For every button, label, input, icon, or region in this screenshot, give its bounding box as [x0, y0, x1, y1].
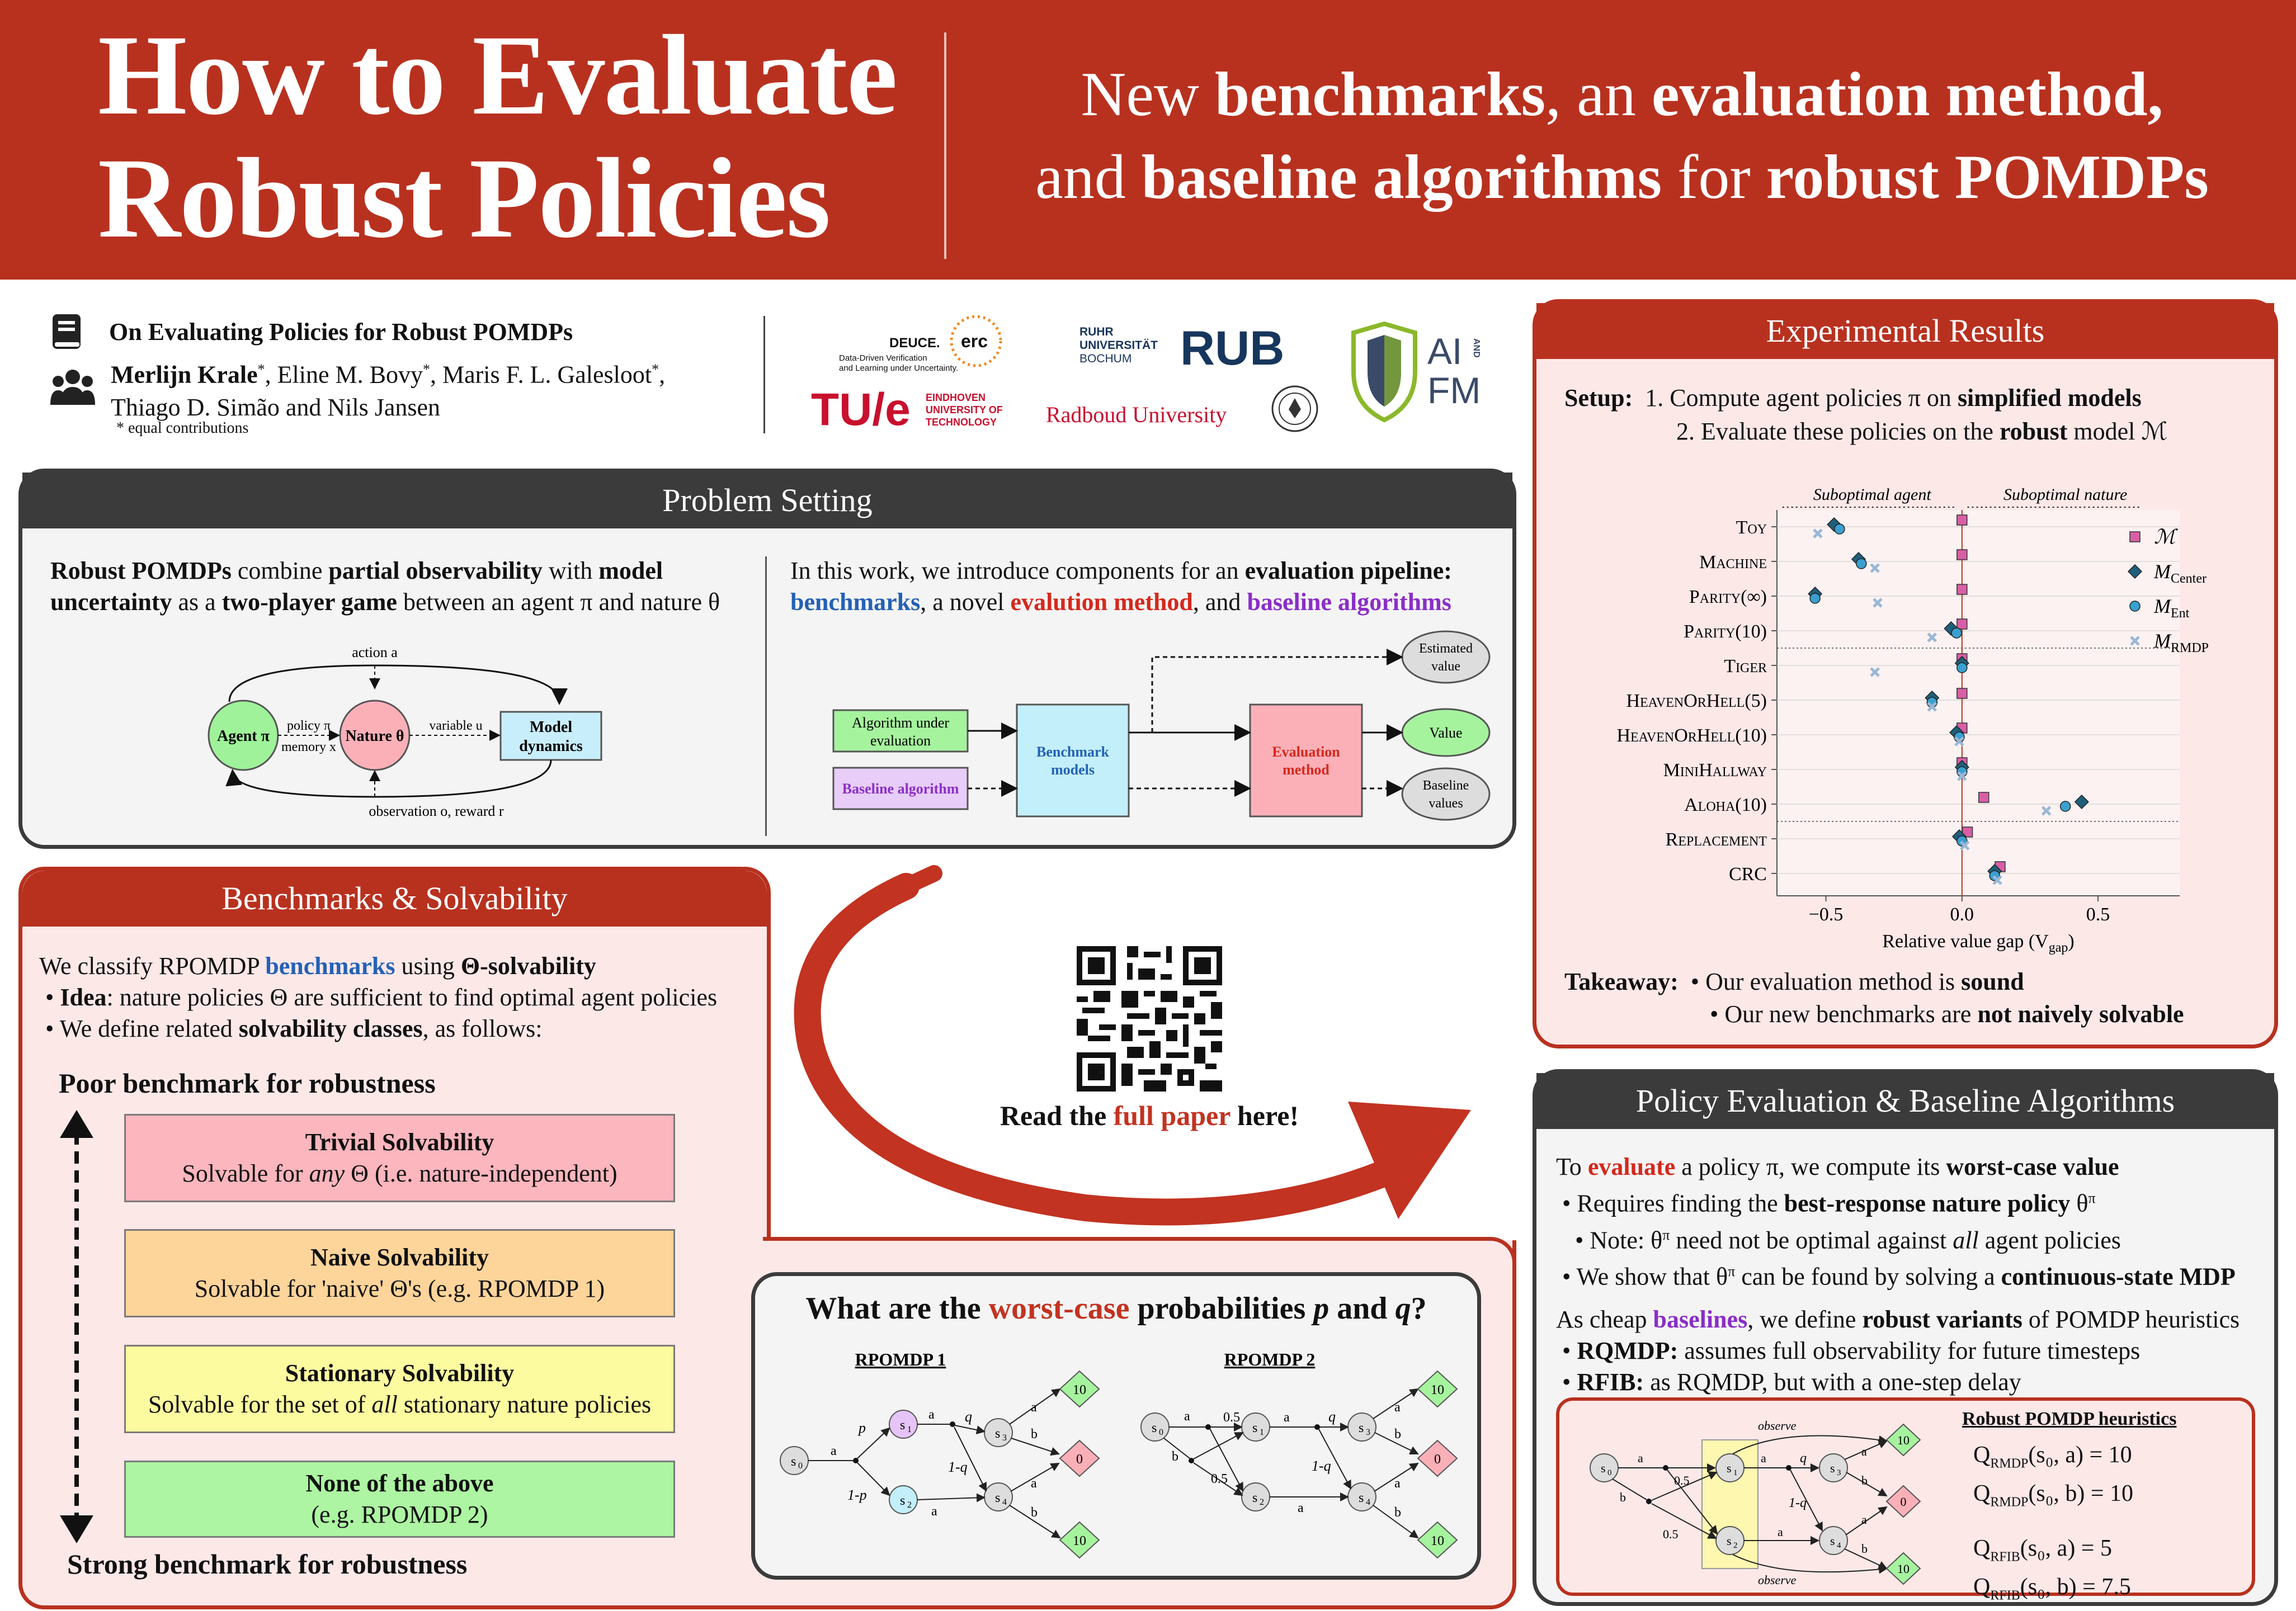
svg-text:10: 10	[1431, 1383, 1444, 1397]
svg-text:4: 4	[1002, 1497, 1007, 1507]
variable-label: variable u	[429, 719, 483, 733]
plot-area	[1777, 510, 2180, 896]
rpomdp2-title: RPOMDP 2	[1224, 1349, 1316, 1369]
robustness-arrow	[57, 1110, 96, 1543]
policy-title: Policy Evaluation & Baseline Algorithms	[1536, 1073, 2274, 1129]
problem-setting-title: Problem Setting	[22, 473, 1512, 528]
radboud-logo: Radboud University	[1046, 402, 1227, 427]
svg-text:a: a	[1861, 1444, 1867, 1458]
svg-text:s: s	[1727, 1534, 1732, 1548]
svg-text:0.5: 0.5	[1223, 1410, 1240, 1425]
svg-text:q: q	[1800, 1451, 1807, 1466]
strong-benchmark-label: Strong benchmark for robustness	[67, 1548, 468, 1580]
legend-marker	[2130, 532, 2140, 542]
qr-caption: Read the full paper here!	[1000, 1100, 1299, 1131]
svg-text:a: a	[831, 1444, 837, 1458]
legend-label: $M_{Ent}$	[2154, 595, 2190, 621]
evaluation-box	[1250, 705, 1362, 816]
svg-text:b: b	[1861, 1542, 1868, 1556]
benchmark-box	[1017, 705, 1129, 816]
model-label-2: dynamics	[519, 738, 583, 755]
svg-text:0.5: 0.5	[1211, 1472, 1228, 1486]
svg-text:2: 2	[1733, 1541, 1738, 1550]
observation-label: observation o, reward r	[369, 803, 504, 819]
svg-text:a: a	[1394, 1476, 1401, 1491]
svg-text:0.5: 0.5	[1674, 1473, 1690, 1487]
point-square	[1957, 688, 1967, 698]
svg-text:0: 0	[1434, 1452, 1441, 1467]
svg-text:0: 0	[1900, 1495, 1907, 1509]
svg-text:s: s	[1727, 1461, 1732, 1475]
results-panel	[1533, 299, 2278, 1048]
svg-text:0.5: 0.5	[1663, 1527, 1679, 1541]
benchmarks-title-bar: Benchmarks & Solvability	[22, 871, 767, 927]
model-label-1: Model	[529, 719, 573, 736]
svg-text:b: b	[1172, 1449, 1178, 1464]
svg-text:1-q: 1-q	[948, 1459, 968, 1475]
svg-text:Value: Value	[1429, 725, 1463, 741]
rub-logo: RUHR UNIVERSITÄT BOCHUM RUB	[1079, 322, 1285, 375]
class-trivial: Trivial Solvability Solvable for any Θ (i.e. nature-independent)	[124, 1114, 675, 1202]
heuristic-diagram	[1565, 1406, 1956, 1591]
svg-text:b: b	[1031, 1427, 1038, 1442]
y-tick-label: Aloha(10)	[1684, 795, 1767, 815]
legend-label: $M_{RMDP}$	[2154, 630, 2209, 655]
point-circle	[1810, 593, 1820, 603]
svg-text:a: a	[1031, 1476, 1037, 1491]
annotation-suboptimal-nature: Suboptimal nature	[2003, 485, 2128, 504]
problem-text-left: Robust POMDPs combine partial observability with model uncertainty as a two-player game between an agent π and nature θ	[50, 557, 720, 616]
svg-text:q: q	[965, 1409, 972, 1425]
policy-panel	[1533, 1069, 2278, 1606]
svg-text:0: 0	[1607, 1468, 1612, 1477]
svg-text:a: a	[1861, 1513, 1867, 1527]
svg-text:10: 10	[1431, 1534, 1444, 1548]
class-naive: Naive Solvability Solvable for 'naive' Θ's (e.g. RPOMDP 1)	[124, 1229, 675, 1317]
point-square	[1957, 515, 1967, 525]
svg-text:Baseline algorithm: Baseline algorithm	[842, 781, 959, 797]
svg-text:b: b	[1394, 1427, 1401, 1442]
point-square	[1957, 619, 1967, 629]
svg-text:a: a	[1778, 1525, 1783, 1539]
header-banner	[0, 0, 2296, 280]
x-axis-label: Relative value gap $(V_{gap})$	[1882, 931, 2075, 955]
estimated-value-node	[1402, 631, 1489, 683]
author-list: Merlijn Krale*, Eline M. Bovy*, Maris F. L. Galesloot*, Thiago D. Simão and Nils Jansen	[111, 361, 666, 421]
people-icon	[50, 368, 95, 407]
point-square	[1979, 792, 1989, 802]
point-circle	[1951, 628, 1962, 638]
setup-text: Setup: 1. Compute agent policies π on simplified models 2. Evaluate these policies on the robust model ℳ	[1564, 384, 2168, 445]
worst-case-panel	[751, 1272, 1481, 1580]
svg-text:1: 1	[1260, 1428, 1264, 1437]
svg-text:1-q: 1-q	[1789, 1496, 1807, 1510]
memory-label: memory x	[281, 740, 336, 754]
point-square	[1957, 550, 1967, 560]
svg-text:s: s	[995, 1426, 1001, 1441]
svg-text:s: s	[1252, 1491, 1258, 1505]
y-tick-label: Parity(10)	[1684, 621, 1767, 642]
svg-text:Evaluation: Evaluation	[1272, 744, 1340, 760]
worst-case-question: What are the worst-case probabilities p and q?	[805, 1291, 1427, 1326]
svg-text:Estimated: Estimated	[1419, 641, 1473, 656]
svg-text:a: a	[1761, 1451, 1766, 1465]
svg-text:q: q	[1328, 1409, 1336, 1425]
svg-text:a: a	[1184, 1409, 1190, 1424]
rpomdp-diagrams	[763, 1349, 1474, 1578]
poster-title: How to Evaluate Robust Policies	[98, 12, 897, 262]
svg-text:1: 1	[1733, 1468, 1738, 1477]
paper-title: On Evaluating Policies for Robust POMDPs	[109, 318, 573, 346]
y-tick-label: MiniHallway	[1663, 760, 1767, 781]
svg-text:a: a	[1638, 1451, 1643, 1465]
logo-divider	[763, 316, 765, 433]
svg-text:method: method	[1283, 762, 1329, 778]
radboud-seal-icon	[1270, 384, 1320, 434]
game-diagram	[190, 640, 638, 830]
point-square	[1957, 584, 1967, 594]
svg-text:1-q: 1-q	[1312, 1458, 1331, 1474]
y-tick-label: Tiger	[1724, 656, 1767, 677]
header-divider	[944, 32, 946, 259]
heuristics-title: Robust POMDP heuristics	[1962, 1409, 2177, 1429]
svg-text:0: 0	[1159, 1428, 1163, 1437]
y-tick-label: Parity(∞)	[1689, 587, 1767, 607]
y-tick-label: Machine	[1699, 552, 1767, 573]
point-circle	[1835, 524, 1845, 534]
svg-text:3: 3	[1366, 1428, 1370, 1437]
takeaway-text: Takeaway: • Our evaluation method is sound • Our new benchmarks are not naively solvable	[1564, 968, 2184, 1028]
problem-setting-panel	[18, 469, 1516, 849]
svg-text:s: s	[791, 1454, 796, 1469]
svg-text:1: 1	[907, 1425, 912, 1434]
class-stationary: Stationary Solvability Solvable for the set of all stationary nature policies	[124, 1345, 675, 1433]
point-circle	[2061, 801, 2071, 811]
svg-text:1-p: 1-p	[847, 1487, 867, 1503]
svg-text:s: s	[900, 1418, 906, 1433]
policy-text: To evaluate a policy π, we compute its worst-case value • Requires finding the best-response nature policy $\theta^\pi$ • Note: $\theta^\pi$ need not be optimal against all agent policies • We show that $\theta^\pi$ can be found by solving a continuous-state MDP As cheap baselines, we define robust variants of POMDP heuristics • RQMDP: assumes full observability for future timesteps • RFIB: as RQMDP, but with a one-step delay	[1556, 1153, 2240, 1396]
deuce-logo: DEUCE. Data-Driven Verification and Learning under Uncertainty. erc	[839, 313, 1007, 380]
results-title: Experimental Results	[1536, 303, 2274, 359]
svg-text:3: 3	[1002, 1433, 1007, 1443]
y-tick-label: Replacement	[1665, 829, 1767, 850]
annotation-suboptimal-agent: Suboptimal agent	[1813, 485, 1931, 504]
svg-text:2: 2	[907, 1500, 912, 1510]
svg-text:a: a	[1284, 1410, 1290, 1425]
x-tick-label: 0.0	[1950, 904, 1974, 925]
y-tick-label: CRC	[1728, 864, 1767, 885]
svg-text:s: s	[1601, 1461, 1606, 1475]
svg-text:10: 10	[1073, 1534, 1086, 1548]
x-tick-label: −0.5	[1808, 904, 1844, 925]
svg-text:a: a	[1394, 1400, 1401, 1415]
legend-marker	[2130, 601, 2140, 611]
svg-text:evaluation: evaluation	[870, 733, 931, 749]
book-icon	[50, 313, 84, 352]
legend-label: ℳ	[2154, 526, 2176, 548]
x-tick-label: 0.5	[2086, 904, 2110, 925]
svg-text:b: b	[1861, 1473, 1868, 1487]
aifm-logo: AI FM AND	[1348, 322, 1499, 422]
svg-text:models: models	[1051, 762, 1095, 778]
svg-text:0: 0	[1076, 1452, 1083, 1467]
svg-text:observe: observe	[1758, 1419, 1797, 1433]
tue-logo: TU/e EINDHOVEN UNIVERSITY OF TECHNOLOGY	[811, 384, 1003, 435]
svg-text:2: 2	[1260, 1497, 1264, 1507]
svg-text:10: 10	[1073, 1383, 1086, 1397]
svg-text:Algorithm under: Algorithm under	[851, 715, 950, 731]
equal-contrib-note: * equal contributions	[116, 419, 249, 437]
shield-icon	[1348, 322, 1421, 422]
svg-text:s: s	[1152, 1421, 1157, 1435]
svg-text:0: 0	[798, 1461, 803, 1471]
qr-code[interactable]	[1077, 946, 1222, 1092]
svg-text:a: a	[931, 1504, 937, 1519]
problem-text-right: In this work, we introduce components for an evaluation pipeline: benchmarks, a novel evalution method, and baseline algorithms	[790, 557, 1452, 616]
svg-text:b: b	[1394, 1505, 1401, 1520]
svg-text:s: s	[900, 1494, 906, 1508]
svg-text:b: b	[1620, 1490, 1626, 1504]
legend-label: $M_{Center}$	[2154, 560, 2207, 586]
heuristics-box	[1556, 1397, 2255, 1603]
svg-text:s: s	[1830, 1534, 1835, 1548]
poster-subtitle: New benchmarks, an evaluation method, and baseline algorithms for robust POMDPs	[1035, 60, 2209, 212]
baseline-values-node	[1402, 768, 1489, 820]
poor-benchmark-label: Poor benchmark for robustness	[59, 1067, 436, 1099]
svg-text:4: 4	[1366, 1497, 1370, 1507]
pipeline-diagram	[805, 623, 1510, 836]
point-circle	[1957, 663, 1967, 673]
heuristic-values: $Q_{RMDP}(s_0$, a) = 10 $Q_{RMDP}(s_0$, b) = 10 $Q_{RFIB}(s_0$, a) = 5 $Q_{RFIB}(s_0$, b) = 7.5	[1973, 1442, 2134, 1603]
svg-text:s: s	[1252, 1421, 1258, 1435]
svg-text:s: s	[995, 1491, 1001, 1505]
svg-text:p: p	[859, 1420, 866, 1436]
svg-text:b: b	[1031, 1505, 1038, 1520]
problem-divider	[765, 556, 767, 836]
results-chart	[1548, 460, 2275, 955]
svg-text:4: 4	[1837, 1541, 1841, 1550]
svg-text:a: a	[928, 1407, 935, 1422]
y-tick-label: Toy	[1736, 517, 1767, 538]
svg-text:s: s	[1359, 1491, 1364, 1505]
benchmarks-text: We classify RPOMDP benchmarks using Θ-solvability • Idea: nature policies Θ are sufficient to find optimal agent policies • We define related solvability classes, as follows:	[39, 952, 718, 1042]
y-tick-label: HeavenOrHell(10)	[1616, 725, 1767, 746]
svg-text:s: s	[1830, 1461, 1835, 1475]
svg-text:a: a	[1298, 1501, 1304, 1515]
svg-text:value: value	[1431, 659, 1460, 674]
svg-text:3: 3	[1837, 1468, 1841, 1477]
policy-label: policy π	[286, 719, 331, 733]
svg-text:10: 10	[1897, 1562, 1910, 1576]
nature-label: Nature θ	[345, 727, 404, 745]
action-label: action a	[352, 644, 398, 660]
svg-text:values: values	[1428, 796, 1463, 811]
svg-text:observe: observe	[1758, 1573, 1797, 1587]
svg-text:s: s	[1359, 1421, 1364, 1435]
point-circle	[1856, 559, 1866, 569]
svg-text:a: a	[1031, 1400, 1037, 1415]
svg-text:Baseline: Baseline	[1422, 778, 1469, 793]
svg-text:10: 10	[1897, 1433, 1910, 1447]
y-tick-label: HeavenOrHell(5)	[1626, 691, 1767, 711]
agent-label: Agent π	[217, 727, 270, 745]
rpomdp1-title: RPOMDP 1	[855, 1349, 946, 1369]
class-none: None of the above (e.g. RPOMDP 2)	[124, 1461, 675, 1538]
svg-text:Benchmark: Benchmark	[1036, 744, 1109, 760]
